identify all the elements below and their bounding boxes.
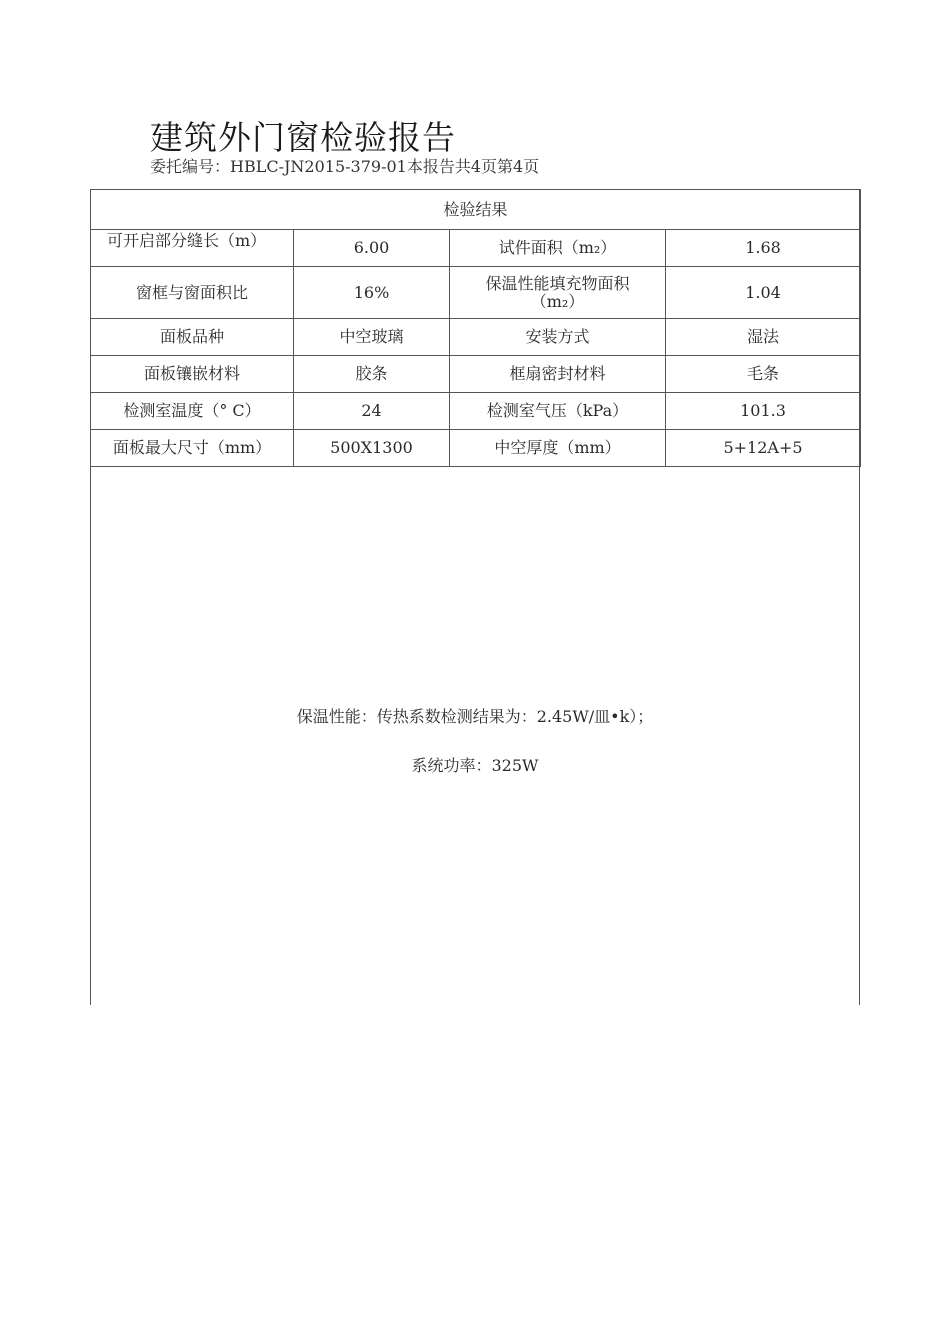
table-cell-value: 16% bbox=[294, 267, 450, 319]
table-cell-value: 1.04 bbox=[666, 267, 861, 319]
table-cell-value: 1.68 bbox=[666, 230, 861, 267]
table-row bbox=[91, 319, 861, 356]
table-cell-label: 检测室温度（° C） bbox=[91, 393, 294, 430]
table-cell-value: 101.3 bbox=[666, 393, 861, 430]
table-row bbox=[91, 356, 861, 393]
table-cell-label bbox=[91, 230, 294, 267]
table-cell-label: 框扇密封材料 bbox=[450, 356, 666, 393]
table-cell-label: 面板镶嵌材料 bbox=[91, 356, 294, 393]
table-row bbox=[91, 430, 861, 467]
table-heading: 检验结果 bbox=[91, 190, 861, 230]
system-power-result: 系统功率：325W bbox=[411, 756, 539, 775]
table-cell-label: 面板品种 bbox=[91, 319, 294, 356]
table-cell-value: 6.00 bbox=[294, 230, 450, 267]
table-cell-value: 500X1300 bbox=[294, 430, 450, 467]
table-cell-value: 胶条 bbox=[294, 356, 450, 393]
table-row bbox=[91, 393, 861, 430]
table-cell-label: 保温性能填充物面积（m₂） bbox=[450, 267, 666, 319]
report-subtitle: 委托编号：HBLC-JN2015-379-01本报告共4页第4页 bbox=[150, 157, 540, 176]
cell-text: 可开启部分缝长（m） bbox=[107, 231, 267, 250]
table-row bbox=[91, 267, 861, 319]
table-cell-value: 5+12A+5 bbox=[666, 430, 861, 467]
table-heading-row bbox=[91, 190, 861, 230]
table-cell-label: 检测室气压（kPa） bbox=[450, 393, 666, 430]
table-cell-value: 湿法 bbox=[666, 319, 861, 356]
table-cell-label: 面板最大尺寸（mm） bbox=[91, 430, 294, 467]
table-cell-value: 24 bbox=[294, 393, 450, 430]
table-cell-label: 中空厚度（mm） bbox=[450, 430, 666, 467]
table-cell-label: 试件面积（m₂） bbox=[450, 230, 666, 267]
table-cell-value: 毛条 bbox=[666, 356, 861, 393]
table-cell-value: 中空玻璃 bbox=[294, 319, 450, 356]
results-table bbox=[90, 189, 861, 467]
table-cell-label: 窗框与窗面积比 bbox=[91, 267, 294, 319]
thermal-performance-result: 保温性能：传热系数检测结果为：2.45W/皿•k）； bbox=[296, 707, 654, 726]
table-row bbox=[91, 230, 861, 267]
table-cell-label: 安装方式 bbox=[450, 319, 666, 356]
report-title: 建筑外门窗检验报告 bbox=[150, 118, 456, 157]
